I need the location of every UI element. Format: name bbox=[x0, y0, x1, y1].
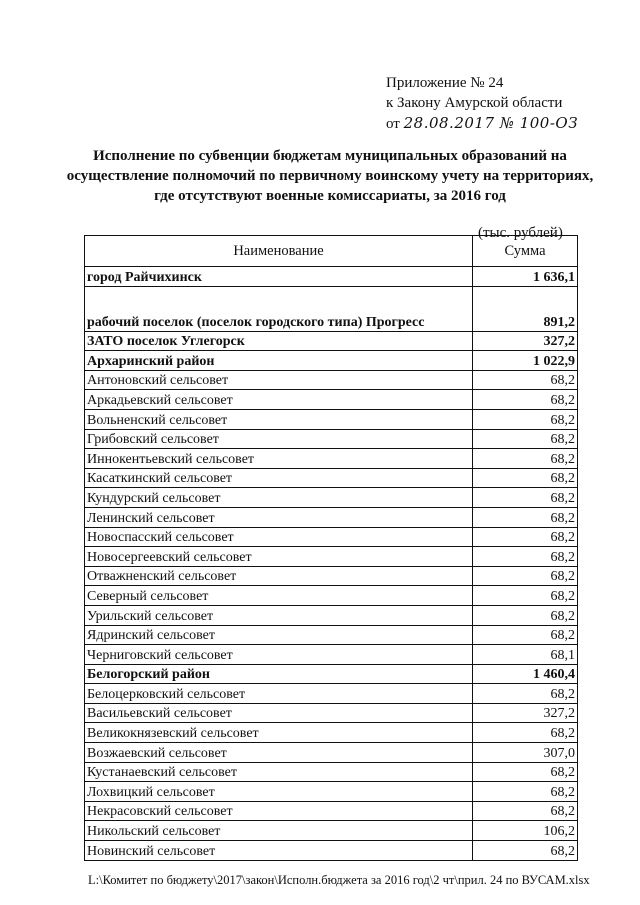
row-name: Грибовский сельсовет bbox=[85, 429, 473, 449]
row-name: Касаткинский сельсовет bbox=[85, 468, 473, 488]
row-value: 106,2 bbox=[473, 821, 578, 841]
row-name: город Райчихинск bbox=[85, 267, 473, 287]
budget-table bbox=[84, 235, 578, 861]
row-value: 68,2 bbox=[473, 507, 578, 527]
row-name: Возжаевский сельсовет bbox=[85, 743, 473, 763]
row-name: Иннокентьевский сельсовет bbox=[85, 449, 473, 469]
row-value: 68,2 bbox=[473, 605, 578, 625]
appendix-number: Приложение № 24 bbox=[386, 75, 504, 91]
row-value: 68,2 bbox=[473, 801, 578, 821]
row-value: 68,2 bbox=[473, 723, 578, 743]
row-value: 327,2 bbox=[473, 703, 578, 723]
row-name: Урильский сельсовет bbox=[85, 605, 473, 625]
row-name: Великокнязевский сельсовет bbox=[85, 723, 473, 743]
row-value: 68,2 bbox=[473, 547, 578, 567]
table-row bbox=[85, 625, 578, 645]
header-name: Наименование bbox=[85, 236, 473, 267]
table-row bbox=[85, 488, 578, 508]
handwritten-date: 28.08.2017 № 100-ОЗ bbox=[403, 114, 579, 132]
table-row bbox=[85, 429, 578, 449]
row-value: 68,2 bbox=[473, 370, 578, 390]
table-row bbox=[85, 286, 578, 331]
row-value: 68,2 bbox=[473, 566, 578, 586]
table-row bbox=[85, 703, 578, 723]
table-row bbox=[85, 743, 578, 763]
row-name: Ленинский сельсовет bbox=[85, 507, 473, 527]
row-value: 68,2 bbox=[473, 586, 578, 606]
table-row bbox=[85, 507, 578, 527]
table-row bbox=[85, 801, 578, 821]
row-name: Кундурский сельсовет bbox=[85, 488, 473, 508]
row-value: 1 460,4 bbox=[473, 664, 578, 684]
table-row bbox=[85, 527, 578, 547]
table-row bbox=[85, 645, 578, 665]
row-name: Некрасовский сельсовет bbox=[85, 801, 473, 821]
document-title: Исполнение по субвенции бюджетам муниципальных образований на осуществление полномочий по первичному воинскому учету на территориях, где отсутствуют военные комиссариаты, за 2016 год bbox=[66, 148, 594, 204]
header-sum: Сумма bbox=[473, 236, 578, 267]
table-row bbox=[85, 821, 578, 841]
row-value: 68,2 bbox=[473, 449, 578, 469]
row-name: Аркадьевский сельсовет bbox=[85, 390, 473, 410]
row-value: 68,2 bbox=[473, 488, 578, 508]
table-row bbox=[85, 468, 578, 488]
appendix-law: к Закону Амурской области bbox=[386, 95, 563, 111]
row-value: 327,2 bbox=[473, 331, 578, 351]
table-row bbox=[85, 841, 578, 861]
row-name: Белоцерковский сельсовет bbox=[85, 684, 473, 704]
table-row bbox=[85, 409, 578, 429]
row-value: 307,0 bbox=[473, 743, 578, 763]
table-row bbox=[85, 566, 578, 586]
table-header-row bbox=[85, 236, 578, 267]
row-name: Вольненский сельсовет bbox=[85, 409, 473, 429]
row-name: Кустанаевский сельсовет bbox=[85, 762, 473, 782]
row-value: 68,2 bbox=[473, 625, 578, 645]
row-name: Ядринский сельсовет bbox=[85, 625, 473, 645]
appendix-date-line bbox=[386, 113, 578, 134]
table-row bbox=[85, 762, 578, 782]
row-value: 68,2 bbox=[473, 841, 578, 861]
row-name: Белогорский район bbox=[85, 664, 473, 684]
table-row bbox=[85, 267, 578, 287]
table-row bbox=[85, 331, 578, 351]
table-row bbox=[85, 351, 578, 371]
row-value: 68,2 bbox=[473, 527, 578, 547]
table-row bbox=[85, 664, 578, 684]
row-value: 68,2 bbox=[473, 409, 578, 429]
table-row bbox=[85, 547, 578, 567]
row-name: Архаринский район bbox=[85, 351, 473, 371]
table-row bbox=[85, 390, 578, 410]
units-label: (тыс. рублей) bbox=[478, 225, 563, 241]
row-value: 1 636,1 bbox=[473, 267, 578, 287]
table-row bbox=[85, 586, 578, 606]
table-row bbox=[85, 782, 578, 802]
row-name: ЗАТО поселок Углегорск bbox=[85, 331, 473, 351]
table-row bbox=[85, 684, 578, 704]
row-name: Новосергеевский сельсовет bbox=[85, 547, 473, 567]
row-value: 68,2 bbox=[473, 684, 578, 704]
row-name: Черниговский сельсовет bbox=[85, 645, 473, 665]
row-value: 68,2 bbox=[473, 390, 578, 410]
row-name: Никольский сельсовет bbox=[85, 821, 473, 841]
row-value: 68,2 bbox=[473, 762, 578, 782]
row-name: Антоновский сельсовет bbox=[85, 370, 473, 390]
row-value: 1 022,9 bbox=[473, 351, 578, 371]
row-name: Васильевский сельсовет bbox=[85, 703, 473, 723]
table-row bbox=[85, 605, 578, 625]
row-name: рабочий поселок (поселок городского типа) Прогресс bbox=[85, 286, 473, 331]
row-name: Лохвицкий сельсовет bbox=[85, 782, 473, 802]
table-row bbox=[85, 723, 578, 743]
row-name: Северный сельсовет bbox=[85, 586, 473, 606]
table-row bbox=[85, 449, 578, 469]
row-name: Отважненский сельсовет bbox=[85, 566, 473, 586]
appendix-block bbox=[386, 73, 578, 134]
row-value: 68,2 bbox=[473, 468, 578, 488]
row-value: 891,2 bbox=[473, 286, 578, 331]
row-value: 68,1 bbox=[473, 645, 578, 665]
row-value: 68,2 bbox=[473, 782, 578, 802]
table-row bbox=[85, 370, 578, 390]
row-name: Новоспасский сельсовет bbox=[85, 527, 473, 547]
table-body bbox=[85, 267, 578, 861]
appendix-date-prefix: от bbox=[386, 116, 400, 132]
row-name: Новинский сельсовет bbox=[85, 841, 473, 861]
file-path-footer: L:\Комитет по бюджету\2017\закон\Исполн.бюджета за 2016 год\2 чт\прил. 24 по ВУСАМ.xlsx bbox=[88, 873, 590, 887]
row-value: 68,2 bbox=[473, 429, 578, 449]
